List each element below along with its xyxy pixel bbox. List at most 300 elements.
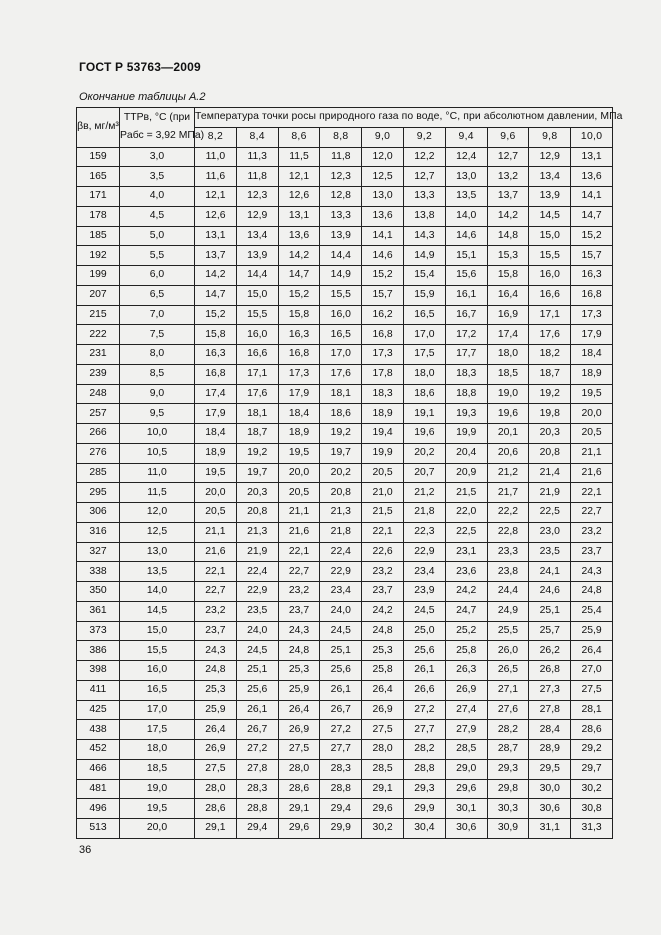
beta-cell: 159	[77, 147, 120, 167]
dew-point-cell: 20,8	[320, 483, 362, 503]
table-row	[77, 819, 613, 839]
dew-point-cell: 19,6	[487, 404, 529, 424]
dew-point-cell: 19,5	[195, 463, 237, 483]
dew-point-cell: 17,3	[571, 305, 613, 325]
dew-point-cell: 25,9	[195, 700, 237, 720]
pressure-header-cell: 9,4	[445, 127, 487, 147]
dew-point-cell: 22,7	[195, 582, 237, 602]
dew-point-cell: 15,7	[362, 285, 404, 305]
beta-cell: 248	[77, 384, 120, 404]
dew-point-cell: 17,8	[362, 364, 404, 384]
ttr-cell: 3,0	[120, 147, 195, 167]
dew-point-cell: 26,3	[445, 661, 487, 681]
dew-point-cell: 22,9	[403, 542, 445, 562]
dew-point-cell: 18,9	[278, 424, 320, 444]
dew-point-cell: 26,4	[362, 680, 404, 700]
dew-point-cell: 29,0	[445, 759, 487, 779]
dew-point-cell: 23,7	[278, 601, 320, 621]
dew-point-cell: 26,1	[320, 680, 362, 700]
table-row	[77, 384, 613, 404]
dew-point-cell: 22,8	[487, 522, 529, 542]
dew-point-cell: 25,9	[278, 680, 320, 700]
beta-cell: 481	[77, 779, 120, 799]
dew-point-cell: 24,8	[278, 641, 320, 661]
dew-point-cell: 17,4	[487, 325, 529, 345]
dew-point-cell: 16,9	[487, 305, 529, 325]
dew-point-cell: 28,2	[403, 740, 445, 760]
dew-point-cell: 29,3	[487, 759, 529, 779]
dew-point-cell: 26,4	[278, 700, 320, 720]
dew-point-cell: 26,1	[403, 661, 445, 681]
dew-point-cell: 15,2	[195, 305, 237, 325]
ttr-cell: 18,0	[120, 740, 195, 760]
dew-point-cell: 22,7	[571, 503, 613, 523]
dew-point-cell: 29,9	[403, 799, 445, 819]
dew-point-cell: 26,8	[529, 661, 571, 681]
dew-point-cell: 26,9	[445, 680, 487, 700]
dew-point-cell: 22,9	[320, 562, 362, 582]
dew-point-cell: 25,0	[403, 621, 445, 641]
beta-cell: 199	[77, 266, 120, 286]
dew-point-cell: 23,2	[571, 522, 613, 542]
table-row	[77, 661, 613, 681]
dew-point-cell: 25,6	[236, 680, 278, 700]
beta-cell: 171	[77, 187, 120, 207]
dew-point-cell: 24,3	[195, 641, 237, 661]
dew-point-cell: 12,9	[236, 206, 278, 226]
header-pressure-span: Температура точки росы природного газа по воде, °С, при абсолютном давлении, МПа	[195, 108, 613, 128]
ttr-cell: 5,5	[120, 246, 195, 266]
beta-cell: 295	[77, 483, 120, 503]
dew-point-cell: 16,7	[445, 305, 487, 325]
dew-point-cell: 27,4	[445, 700, 487, 720]
dew-point-cell: 13,2	[487, 167, 529, 187]
dew-point-cell: 26,4	[195, 720, 237, 740]
beta-cell: 185	[77, 226, 120, 246]
ttr-cell: 19,0	[120, 779, 195, 799]
dew-point-cell: 23,4	[403, 562, 445, 582]
dew-point-cell: 15,5	[529, 246, 571, 266]
dew-point-cell: 17,1	[236, 364, 278, 384]
table-row	[77, 503, 613, 523]
dew-point-cell: 25,8	[362, 661, 404, 681]
dew-point-cell: 19,4	[362, 424, 404, 444]
dew-point-cell: 21,6	[278, 522, 320, 542]
dew-point-cell: 26,7	[320, 700, 362, 720]
dew-point-cell: 11,0	[195, 147, 237, 167]
dew-point-cell: 29,1	[362, 779, 404, 799]
pressure-header-cell: 8,4	[236, 127, 278, 147]
dew-point-cell: 29,6	[362, 799, 404, 819]
table-row	[77, 364, 613, 384]
dew-point-cell: 28,4	[529, 720, 571, 740]
dew-point-cell: 15,8	[195, 325, 237, 345]
dew-point-cell: 28,0	[195, 779, 237, 799]
dew-point-cell: 14,6	[362, 246, 404, 266]
dew-point-cell: 18,4	[571, 345, 613, 365]
dew-point-cell: 15,7	[571, 246, 613, 266]
dew-point-cell: 17,4	[195, 384, 237, 404]
dew-point-cell: 16,4	[487, 285, 529, 305]
ttr-cell: 6,5	[120, 285, 195, 305]
header-ttr-line1: ТТРв, °С (при	[123, 112, 191, 124]
dew-point-cell: 20,0	[278, 463, 320, 483]
dew-point-cell: 25,5	[487, 621, 529, 641]
dew-point-cell: 14,3	[403, 226, 445, 246]
dew-point-cell: 29,1	[195, 819, 237, 839]
pressure-header-cell: 9,6	[487, 127, 529, 147]
dew-point-cell: 13,7	[487, 187, 529, 207]
header-ttr-line2: Pабс = 3,92 МПа)	[120, 130, 205, 142]
page-number: 36	[79, 844, 92, 856]
beta-cell: 513	[77, 819, 120, 839]
dew-point-cell: 23,3	[487, 542, 529, 562]
dew-point-cell: 23,6	[445, 562, 487, 582]
dew-point-cell: 20,5	[362, 463, 404, 483]
table-row	[77, 404, 613, 424]
dew-point-cell: 21,5	[445, 483, 487, 503]
dew-point-cell: 18,6	[403, 384, 445, 404]
dew-point-cell: 19,1	[403, 404, 445, 424]
dew-point-cell: 23,1	[445, 542, 487, 562]
pressure-header-cell: 8,6	[278, 127, 320, 147]
dew-point-cell: 28,3	[320, 759, 362, 779]
dew-point-cell: 12,3	[320, 167, 362, 187]
dew-point-cell: 20,2	[320, 463, 362, 483]
dew-point-table	[76, 107, 623, 839]
dew-point-cell: 15,4	[403, 266, 445, 286]
ttr-cell: 17,0	[120, 700, 195, 720]
dew-point-cell: 24,5	[320, 621, 362, 641]
ttr-cell: 13,5	[120, 562, 195, 582]
dew-point-cell: 22,5	[529, 503, 571, 523]
dew-point-cell: 12,9	[529, 147, 571, 167]
dew-point-cell: 22,1	[278, 542, 320, 562]
dew-point-cell: 20,0	[571, 404, 613, 424]
dew-point-cell: 21,9	[236, 542, 278, 562]
dew-point-cell: 18,0	[487, 345, 529, 365]
dew-point-cell: 13,4	[529, 167, 571, 187]
table-row	[77, 187, 613, 207]
dew-point-cell: 17,6	[236, 384, 278, 404]
dew-point-cell: 27,5	[571, 680, 613, 700]
dew-point-cell: 27,7	[403, 720, 445, 740]
dew-point-cell: 19,5	[278, 443, 320, 463]
dew-point-cell: 16,8	[278, 345, 320, 365]
dew-point-cell: 12,6	[278, 187, 320, 207]
table-caption: Окончание таблицы А.2	[79, 91, 206, 103]
dew-point-cell: 20,2	[403, 443, 445, 463]
table-row	[77, 147, 613, 167]
dew-point-cell: 22,1	[362, 522, 404, 542]
dew-point-cell: 14,1	[571, 187, 613, 207]
dew-point-cell: 13,6	[362, 206, 404, 226]
dew-point-cell: 28,6	[571, 720, 613, 740]
ttr-cell: 11,0	[120, 463, 195, 483]
ttr-cell: 10,5	[120, 443, 195, 463]
ttr-cell: 20,0	[120, 819, 195, 839]
dew-point-cell: 12,2	[403, 147, 445, 167]
dew-point-cell: 19,5	[571, 384, 613, 404]
dew-point-cell: 16,0	[320, 305, 362, 325]
dew-point-cell: 28,5	[445, 740, 487, 760]
dew-point-cell: 20,4	[445, 443, 487, 463]
dew-point-cell: 17,6	[529, 325, 571, 345]
dew-point-cell: 28,8	[403, 759, 445, 779]
dew-point-cell: 27,3	[529, 680, 571, 700]
dew-point-cell: 17,2	[445, 325, 487, 345]
dew-point-cell: 23,9	[403, 582, 445, 602]
dew-point-cell: 15,8	[487, 266, 529, 286]
dew-point-cell: 17,3	[278, 364, 320, 384]
ttr-cell: 16,5	[120, 680, 195, 700]
dew-point-cell: 19,7	[320, 443, 362, 463]
dew-point-cell: 18,3	[362, 384, 404, 404]
dew-point-cell: 22,7	[278, 562, 320, 582]
table-row	[77, 522, 613, 542]
dew-point-cell: 18,1	[236, 404, 278, 424]
dew-point-cell: 22,5	[445, 522, 487, 542]
dew-point-cell: 11,6	[195, 167, 237, 187]
dew-point-cell: 22,4	[320, 542, 362, 562]
dew-point-cell: 17,7	[445, 345, 487, 365]
dew-point-cell: 27,0	[571, 661, 613, 681]
dew-point-cell: 26,9	[195, 740, 237, 760]
dew-point-cell: 15,1	[445, 246, 487, 266]
dew-point-cell: 13,1	[195, 226, 237, 246]
table-row	[77, 582, 613, 602]
dew-point-cell: 13,1	[278, 206, 320, 226]
dew-point-cell: 13,3	[403, 187, 445, 207]
beta-cell: 373	[77, 621, 120, 641]
dew-point-cell: 24,9	[487, 601, 529, 621]
beta-cell: 316	[77, 522, 120, 542]
dew-point-cell: 15,0	[529, 226, 571, 246]
dew-point-cell: 26,4	[571, 641, 613, 661]
dew-point-cell: 16,8	[571, 285, 613, 305]
beta-cell: 452	[77, 740, 120, 760]
pressure-header-cell: 8,8	[320, 127, 362, 147]
dew-point-cell: 16,3	[571, 266, 613, 286]
dew-point-cell: 13,9	[529, 187, 571, 207]
dew-point-cell: 13,1	[571, 147, 613, 167]
dew-point-cell: 14,8	[487, 226, 529, 246]
beta-cell: 438	[77, 720, 120, 740]
dew-point-cell: 12,5	[362, 167, 404, 187]
dew-point-cell: 23,5	[236, 601, 278, 621]
dew-point-cell: 30,1	[445, 799, 487, 819]
table-row	[77, 680, 613, 700]
beta-cell: 338	[77, 562, 120, 582]
dew-point-cell: 16,5	[403, 305, 445, 325]
dew-point-cell: 14,1	[362, 226, 404, 246]
dew-point-cell: 20,0	[195, 483, 237, 503]
ttr-cell: 12,0	[120, 503, 195, 523]
dew-point-cell: 29,5	[529, 759, 571, 779]
dew-point-cell: 25,1	[320, 641, 362, 661]
dew-point-cell: 20,8	[236, 503, 278, 523]
table-row	[77, 542, 613, 562]
pressure-header-cell: 9,0	[362, 127, 404, 147]
ttr-cell: 18,5	[120, 759, 195, 779]
dew-point-cell: 31,3	[571, 819, 613, 839]
beta-cell: 222	[77, 325, 120, 345]
ttr-cell: 4,0	[120, 187, 195, 207]
dew-point-cell: 25,6	[403, 641, 445, 661]
dew-point-cell: 15,5	[236, 305, 278, 325]
dew-point-cell: 23,2	[195, 601, 237, 621]
dew-point-cell: 12,1	[195, 187, 237, 207]
ttr-cell: 3,5	[120, 167, 195, 187]
dew-point-cell: 19,3	[445, 404, 487, 424]
dew-point-cell: 12,8	[320, 187, 362, 207]
ttr-cell: 16,0	[120, 661, 195, 681]
dew-point-cell: 12,4	[445, 147, 487, 167]
dew-point-cell: 14,7	[571, 206, 613, 226]
dew-point-cell: 30,0	[529, 779, 571, 799]
dew-point-cell: 12,1	[278, 167, 320, 187]
dew-point-cell: 13,0	[445, 167, 487, 187]
dew-point-cell: 13,6	[278, 226, 320, 246]
dew-point-cell: 21,3	[236, 522, 278, 542]
beta-cell: 306	[77, 503, 120, 523]
dew-point-cell: 21,5	[362, 503, 404, 523]
beta-cell: 239	[77, 364, 120, 384]
dew-point-cell: 19,0	[487, 384, 529, 404]
dew-point-cell: 16,0	[529, 266, 571, 286]
pressure-header-cell: 10,0	[571, 127, 613, 147]
dew-point-cell: 24,8	[362, 621, 404, 641]
dew-point-cell: 24,4	[487, 582, 529, 602]
dew-point-cell: 16,0	[236, 325, 278, 345]
beta-cell: 178	[77, 206, 120, 226]
document-title: ГОСТ Р 53763—2009	[79, 60, 201, 74]
dew-point-cell: 17,6	[320, 364, 362, 384]
ttr-cell: 9,5	[120, 404, 195, 424]
dew-point-cell: 26,9	[362, 700, 404, 720]
dew-point-cell: 22,3	[403, 522, 445, 542]
dew-point-cell: 14,2	[278, 246, 320, 266]
dew-point-cell: 18,9	[571, 364, 613, 384]
dew-point-cell: 25,3	[362, 641, 404, 661]
table-row	[77, 325, 613, 345]
dew-point-cell: 18,9	[362, 404, 404, 424]
dew-point-cell: 15,2	[571, 226, 613, 246]
dew-point-cell: 17,9	[278, 384, 320, 404]
dew-point-cell: 17,9	[571, 325, 613, 345]
dew-point-cell: 14,9	[403, 246, 445, 266]
dew-point-cell: 21,1	[195, 522, 237, 542]
dew-point-cell: 16,3	[278, 325, 320, 345]
dew-point-cell: 16,1	[445, 285, 487, 305]
beta-cell: 192	[77, 246, 120, 266]
dew-point-cell: 18,2	[529, 345, 571, 365]
table-row	[77, 285, 613, 305]
dew-point-cell: 22,0	[445, 503, 487, 523]
dew-point-cell: 18,4	[195, 424, 237, 444]
dew-point-cell: 11,8	[236, 167, 278, 187]
dew-point-cell: 27,5	[195, 759, 237, 779]
dew-point-cell: 16,6	[236, 345, 278, 365]
dew-point-cell: 13,6	[571, 167, 613, 187]
beta-cell: 398	[77, 661, 120, 681]
dew-point-cell: 28,0	[278, 759, 320, 779]
dew-point-cell: 15,2	[362, 266, 404, 286]
dew-point-cell: 23,7	[362, 582, 404, 602]
dew-point-cell: 29,3	[403, 779, 445, 799]
dew-point-cell: 30,2	[362, 819, 404, 839]
dew-point-cell: 12,3	[236, 187, 278, 207]
ttr-cell: 7,5	[120, 325, 195, 345]
dew-point-cell: 22,1	[571, 483, 613, 503]
dew-point-cell: 23,8	[487, 562, 529, 582]
dew-point-cell: 18,5	[487, 364, 529, 384]
dew-point-cell: 24,0	[236, 621, 278, 641]
dew-point-cell: 27,2	[320, 720, 362, 740]
dew-point-cell: 14,4	[320, 246, 362, 266]
dew-point-cell: 18,7	[529, 364, 571, 384]
dew-point-cell: 15,9	[403, 285, 445, 305]
dew-point-cell: 17,0	[320, 345, 362, 365]
dew-point-cell: 30,6	[445, 819, 487, 839]
dew-point-cell: 28,3	[236, 779, 278, 799]
dew-point-cell: 20,7	[403, 463, 445, 483]
dew-point-cell: 28,6	[195, 799, 237, 819]
ttr-cell: 13,0	[120, 542, 195, 562]
beta-cell: 350	[77, 582, 120, 602]
ttr-cell: 4,5	[120, 206, 195, 226]
dew-point-cell: 12,6	[195, 206, 237, 226]
dew-point-cell: 25,6	[320, 661, 362, 681]
ttr-cell: 12,5	[120, 522, 195, 542]
dew-point-cell: 12,7	[403, 167, 445, 187]
dew-point-cell: 29,7	[571, 759, 613, 779]
dew-point-cell: 14,6	[445, 226, 487, 246]
dew-point-cell: 14,7	[195, 285, 237, 305]
dew-point-cell: 24,8	[571, 582, 613, 602]
dew-point-cell: 24,7	[445, 601, 487, 621]
dew-point-cell: 11,3	[236, 147, 278, 167]
dew-point-cell: 28,2	[487, 720, 529, 740]
table-row	[77, 601, 613, 621]
dew-point-cell: 29,2	[571, 740, 613, 760]
dew-point-cell: 29,8	[487, 779, 529, 799]
table-header-row	[77, 108, 613, 128]
ttr-cell: 15,5	[120, 641, 195, 661]
dew-point-cell: 17,1	[529, 305, 571, 325]
ttr-cell: 11,5	[120, 483, 195, 503]
dew-point-cell: 27,8	[236, 759, 278, 779]
dew-point-cell: 15,8	[278, 305, 320, 325]
dew-point-cell: 25,7	[529, 621, 571, 641]
beta-cell: 361	[77, 601, 120, 621]
dew-point-cell: 31,1	[529, 819, 571, 839]
dew-point-cell: 29,1	[278, 799, 320, 819]
pressure-header-cell: 9,2	[403, 127, 445, 147]
dew-point-cell: 16,3	[195, 345, 237, 365]
ttr-cell: 17,5	[120, 720, 195, 740]
dew-point-cell: 21,2	[403, 483, 445, 503]
dew-point-cell: 14,2	[487, 206, 529, 226]
dew-point-cell: 20,3	[236, 483, 278, 503]
ttr-cell: 5,0	[120, 226, 195, 246]
dew-point-cell: 24,3	[278, 621, 320, 641]
dew-point-cell: 20,6	[487, 443, 529, 463]
dew-point-cell: 24,5	[236, 641, 278, 661]
header-beta: βв, мг/м³	[77, 108, 120, 148]
dew-point-cell: 24,0	[320, 601, 362, 621]
dew-point-cell: 18,0	[403, 364, 445, 384]
